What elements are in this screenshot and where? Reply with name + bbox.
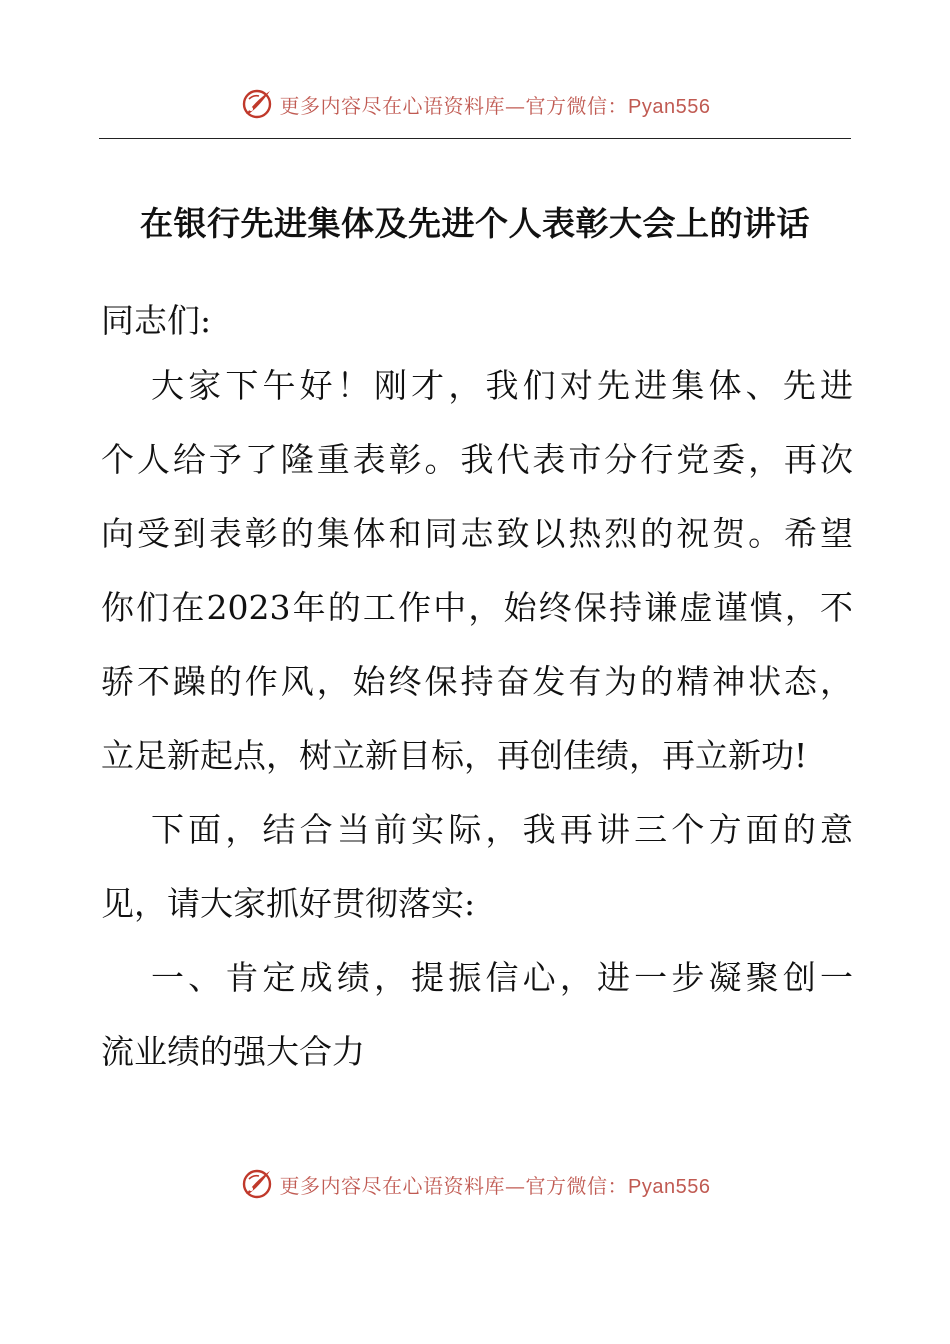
header-banner	[0, 84, 950, 124]
header-banner-cn: 更多内容尽在心语资料库—官方微信：	[279, 93, 629, 118]
paragraph-line: 下面，结合当前实际，我再讲三个方面的意	[151, 810, 853, 849]
document-title: 在银行先进集体及先进个人表彰大会上的讲话	[140, 204, 810, 243]
footer-banner	[0, 1164, 950, 1204]
header-rule	[99, 138, 851, 139]
quill-pen-logo-icon	[240, 87, 274, 121]
header-banner-text	[280, 90, 711, 119]
paragraph-line: 流业绩的强大合力	[101, 1032, 365, 1071]
paragraph-1	[101, 360, 853, 804]
footer-banner-cn: 更多内容尽在心语资料库—官方微信：	[279, 1173, 629, 1198]
paragraph-2	[101, 804, 853, 952]
paragraph-line: 大家下午好！刚才，我们对先进集体、先进	[151, 366, 853, 405]
paragraph-line: 一、肯定成绩，提振信心，进一步凝聚创一	[151, 958, 853, 997]
paragraph-line: 个人给予了隆重表彰。我代表市分行党委，再次	[101, 440, 853, 479]
paragraph-line: 立足新起点，树立新目标，再创佳绩，再立新功!	[101, 736, 808, 775]
footer-banner-text	[280, 1170, 711, 1199]
paragraph-line: 见，请大家抓好贯彻落实:	[101, 884, 476, 923]
header-banner-wechat-id: Pyan556	[628, 95, 711, 118]
footer-banner-wechat-id: Pyan556	[628, 1175, 711, 1198]
paragraph-line: 向受到表彰的集体和同志致以热烈的祝贺。希望	[101, 514, 853, 553]
quill-pen-logo-icon	[240, 1167, 274, 1201]
paragraph-line: 你们在2023年的工作中，始终保持谦虚谨慎，不	[101, 588, 853, 627]
section-heading-1	[101, 952, 853, 1100]
salutation: 同志们:	[101, 301, 212, 340]
paragraph-line: 骄不躁的作风，始终保持奋发有为的精神状态，	[101, 662, 853, 701]
